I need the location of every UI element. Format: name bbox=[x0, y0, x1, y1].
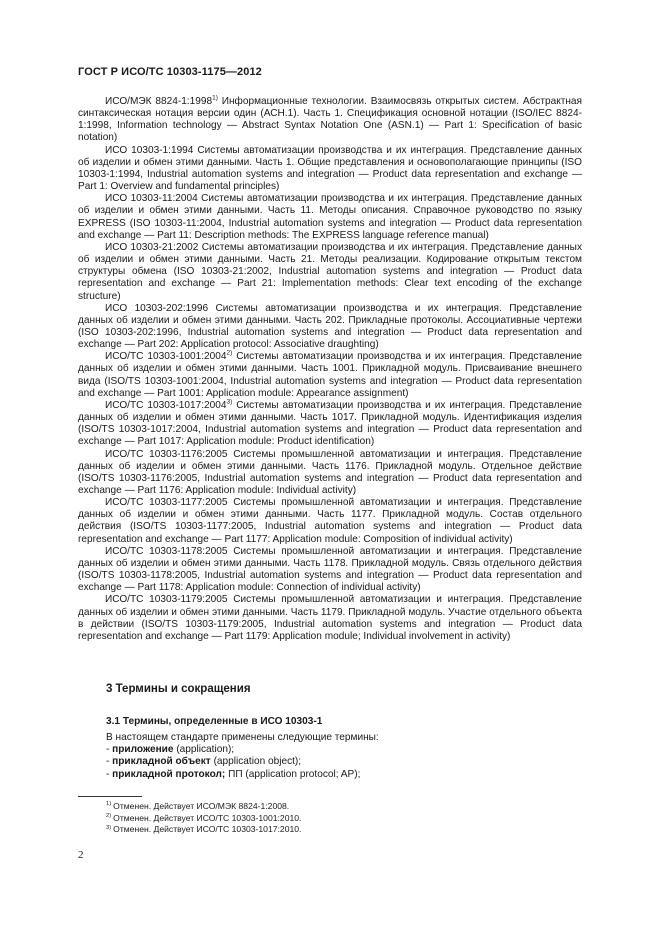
footnote-text: Отменен. Действует ИСО/ТС 10303-1001:2010. bbox=[113, 812, 302, 823]
subsection-heading: 3.1 Термины, определенные в ИСО 10303-1 bbox=[106, 716, 323, 727]
reference-item bbox=[78, 546, 582, 595]
list-item bbox=[106, 756, 360, 768]
footnote-mark: 2) bbox=[226, 349, 233, 357]
footnote-mark: 3) bbox=[106, 824, 112, 831]
reference-code: ИСО/ТС 10303-1176:2005 bbox=[105, 448, 228, 460]
reference-code: ИСО 10303-21:2002 bbox=[105, 241, 199, 253]
reference-item bbox=[78, 400, 582, 449]
footnote-divider bbox=[78, 796, 142, 797]
reference-code: ИСО/ТС 10303-1178:2005 bbox=[105, 545, 228, 557]
list-dash: - bbox=[106, 744, 113, 755]
reference-item bbox=[78, 497, 582, 546]
standard-header: ГОСТ Р ИСО/ТС 10303-1175—2012 bbox=[78, 66, 262, 78]
section-intro: В настоящем стандарте применены следующие термины: bbox=[106, 732, 379, 743]
footnote bbox=[106, 824, 301, 836]
page-number: 2 bbox=[78, 849, 84, 861]
footnote-text: Отменен. Действует ИСО/МЭК 8824-1:2008. bbox=[113, 801, 290, 811]
footnote-mark: 1) bbox=[106, 801, 112, 808]
list-item bbox=[106, 744, 360, 756]
reference-text: Информационные технологии. Взаимосвязь открытых систем. Абстрактная синтаксическая нотация версии один (АСН.1). Часть 1. Спецификация основной нотации (ISO/IEC 8824-1:1998, Information technology — Abstract Syntax Notation One (ASN.1) — Part 1: Specification of basic notation) bbox=[78, 96, 583, 144]
reference-item bbox=[78, 145, 582, 194]
reference-item bbox=[78, 449, 582, 498]
reference-text: Системы автоматизации производства и их интеграция. Представление данных об изделии и обмен этими данными. Часть 21. Методы реализации. Кодирование открытым текстом структуры обмена (ISO 10303-21:2002, Industrial automation systems and integration — Product data representation and exchange — Part 21: Implementation methods: Clear text encoding of the exchange structure) bbox=[78, 241, 582, 302]
term-name: прикладной протокол; bbox=[112, 768, 226, 780]
reference-text: Системы автоматизации производства и их интеграция. Представление данных об изделии и обмен этими данными. Часть 1. Общие представления и основополагающие принципы (ISO 10303-1:1994, Industrial automation systems and integration — Product data representation and exchange — Part 1: Overview and fundamental principles) bbox=[78, 144, 583, 193]
list-item bbox=[106, 769, 360, 781]
term-translation: (application object); bbox=[210, 756, 302, 768]
reference-code: ИСО/ТС 10303-1179:2005 bbox=[105, 594, 228, 606]
reference-text: Системы промышленной автоматизации и интеграция. Представление данных об изделии и обмен этими данными. Часть 1176. Прикладной модуль. Отдельное действие (ISO/TS 10303-1176:2005, Industrial automation systems and integration — Product data representation and exchange — Part 1176: Application module: Individual activity) bbox=[78, 448, 582, 496]
reference-text: Системы автоматизации производства и их интеграция. Представление данных об изделии и обмен этими данными. Часть 202. Прикладные протоколы. Ассоциативные чертежи (ISO 10303-202:1996, Industrial automation systems and integration — Product data representation and exchange — Part 202: Application protocol: Associative draughting) bbox=[78, 302, 582, 351]
list-dash: - bbox=[106, 768, 113, 780]
term-name: приложение bbox=[112, 744, 174, 755]
term-name: прикладной объект bbox=[112, 756, 211, 768]
term-translation: (application); bbox=[173, 744, 235, 755]
reference-item bbox=[78, 242, 582, 303]
list-dash: - bbox=[106, 756, 113, 768]
term-translation: ПП (application protocol; AP); bbox=[225, 768, 361, 780]
reference-text: Системы промышленной автоматизации и интеграция. Представление данных об изделии и обмен этими данными. Часть 1179. Прикладной модуль. Участие отдельного объекта в действии (ISO/TS 10303-1179:2005, Industrial automation systems and integration — Product data representation and exchange — Part 1179: Application module; Individual involvement in activity) bbox=[78, 594, 582, 642]
reference-code: ИСО/МЭК 8824-1:1998 bbox=[105, 96, 213, 107]
reference-item bbox=[78, 351, 582, 400]
footnote-text: Отменен. Действует ИСО/ТС 10303-1017:2010. bbox=[113, 824, 302, 835]
reference-item bbox=[78, 303, 582, 352]
reference-text: Системы промышленной автоматизации и интеграция. Представление данных об изделии и обмен этими данными. Часть 1177. Прикладной модуль. Состав отдельного действия (ISO/TS 10303-1177:2005, Industrial automation systems and integration — Product data representation and exchange — Part 1177: Application module: Composition of individual activity) bbox=[78, 497, 582, 545]
reference-item bbox=[78, 96, 582, 145]
section-heading: 3 Термины и сокращения bbox=[106, 683, 251, 695]
reference-code: ИСО 10303-11:2004 bbox=[105, 193, 198, 205]
reference-text: Системы автоматизации производства и их интеграция. Представление данных об изделии и обмен этими данными. Часть 1017. Прикладной модуль. Идентификация изделия (ISO/TS 10303-1017:2004, Industrial automation systems and integration — Product data representation and exchange — Part 1017: Application module: Product identification) bbox=[78, 399, 582, 448]
reference-code: ИСО/ТС 10303-1017:2004 bbox=[105, 399, 227, 411]
reference-text: Системы автоматизации производства и их интеграция. Представление данных об изделии и обмен этими данными. Часть 11. Методы описания. Справочное руководство по языку EXPRESS (ISO 10303-11:2004, Industrial automation systems and integration — Product data representation and exchange — Part 11: Description methods: The EXPRESS language reference manual) bbox=[78, 193, 582, 241]
reference-code: ИСО 10303-1:1994 bbox=[105, 144, 194, 156]
reference-code: ИСО 10303-202:1996 bbox=[105, 302, 209, 314]
term-list bbox=[106, 744, 360, 781]
reference-text: Системы автоматизации производства и их интеграция. Представление данных об изделии и обмен этими данными. Часть 1001. Прикладной модуль. Присваивание внешнего вида (ISO/TS 10303-1001:2004, Industrial automation systems and integration — Product data representation and exchange — Part 1001: Application module: Appearance assignment) bbox=[78, 351, 582, 399]
footnotes bbox=[106, 801, 301, 836]
footnote-mark: 3) bbox=[226, 398, 233, 406]
reference-item bbox=[78, 193, 582, 242]
footnote bbox=[106, 801, 301, 813]
footnote-mark: 1) bbox=[212, 94, 218, 102]
normative-references bbox=[78, 96, 582, 643]
reference-text: Системы промышленной автоматизации и интеграция. Представление данных об изделии и обмен этими данными. Часть 1178. Прикладной модуль. Связь отдельного действия (ISO/TS 10303-1178:2005, Industrial automation systems and integration — Product data representation and exchange — Part 1178: Application module: Connection of individual activity) bbox=[78, 545, 582, 594]
footnote-mark: 2) bbox=[106, 812, 112, 819]
footnote bbox=[106, 813, 301, 825]
reference-code: ИСО/ТС 10303-1001:2004 bbox=[105, 351, 227, 363]
reference-code: ИСО/ТС 10303-1177:2005 bbox=[105, 497, 228, 509]
reference-item bbox=[78, 594, 582, 643]
